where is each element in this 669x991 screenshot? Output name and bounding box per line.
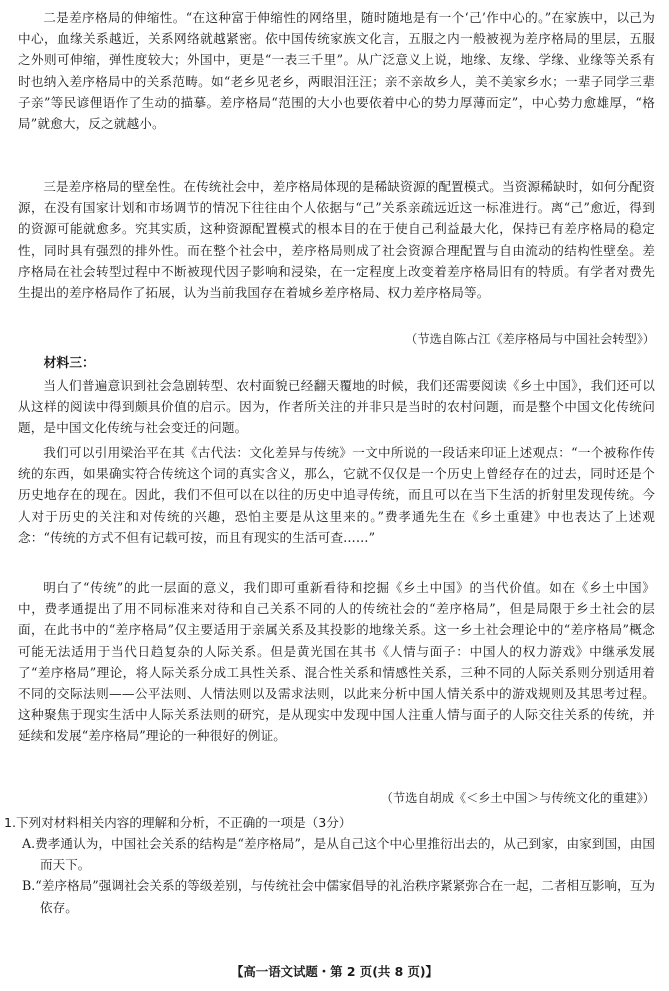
page-footer: 【高一语文试题・第 2 页(共 8 页)】 [231,964,438,979]
answer-option-b[interactable]: B.“差序格局”强调社会关系的等级差别，与传统社会中儒家倡导的礼治秩序紧紧弥合在一起，二者相互影响，互为依存。 [22,878,655,915]
passage-para-3-block [18,176,655,303]
answer-option-a[interactable]: A.费孝通认为，中国社会关系的结构是“差序格局”，是从自己这个中心里推衍出去的，从己到家，由家到国，由国而天下。 [22,836,655,873]
material-heading: 材料三： [43,356,95,371]
material-3-source-block [18,788,655,809]
question-stem: 1.下列对材料相关内容的理解和分析，不正确的一项是（3分） [4,815,352,830]
material-paragraph: 当人们普遍意识到社会急剧转型、农村面貌已经翻天覆地的时候，我们还需要阅读《乡土中国》，我们还可以从这样的阅读中得到颇具价值的启示。因为，作者所关注的并非只是当时的农村问题，而是整个中国文化传统问题，是中国文化传统与社会变迁的问题。 [18,378,655,436]
source-citation-block [18,329,655,350]
material-paragraph: 明白了“传统”的此一层面的意义，我们即可重新看待和挖掘《乡土中国》的当代价值。如在《乡土中国》中，费孝通提出了用不同标准来对待和自己关系不同的人的传统社会的“差序格局”，但是局限于乡土社会的层面，在此书中的“差序格局”仅主要适用于亲属关系及其投影的地缘关系。这一乡土社会理论中的“差序格局”概念可能无法适用于当代日趋复杂的人际关系。但是黄光国在其书《人情与面子：中国人的权力游戏》中继承发展了“差序格局”理论，将人际关系分成工具性关系、混合性关系和情感性关系，三种不同的人际关系则分别适用着不同的交际法则——公平法则、人情法则以及需求法则，以此来分析中国人情关系中的游戏规则及其思考过程。这种聚焦于现实生活中人际关系法则的研究，是从现实中发现中国人注重人情与面子的人际交往关系的传统，并延续和发展“差序格局”理论的一种很好的例证。 [18,580,655,744]
material-3-para-3-block [18,577,655,747]
source-citation: （节选自陈占江《差序格局与中国社会转型》） [405,332,655,346]
material-3-para-2-block [18,442,655,548]
passage-paragraph: 二是差序格局的伸缩性。“在这种富于伸缩性的网络里，随时随地是有一个‘己’作中心的。”在家族中，以己为中心，血缘关系越近，关系网络就越紧密。依中国传统家族文化言，五服之内一般被视为差序格局的里层，五服之外则可伸缩，弹性度较大；外国中，更是“一表三千里”。从广泛意义上说，地缘、友缘、学缘、业缘等关系有时也纳入差序格局中的关系范畴。如“老乡见老乡，两眼泪汪汪；亲不亲故乡人，美不美家乡水；一辈子同学三辈子亲”等民谚俚语作了生动的描摹。差序格局“范围的大小也要依着中心的势力厚薄而定”，中心势力愈雄厚，“格局”就愈大，反之就越小。 [18,10,655,132]
question-1-block [4,812,655,918]
source-citation: （节选自胡成《＜乡土中国＞与传统文化的重建》） [380,791,655,805]
material-paragraph: 我们可以引用梁治平在其《古代法：文化差异与传统》一文中所说的一段话来印证上述观点：“一个被称作传统的东西，如果确实符合传统这个词的真实含义，那么，它就不仅仅是一个历史上曾经存在的过去，同时还是个历史地存在的现在。因此，我们不但可以在以往的历史中追寻传统，而且可以在当下生活的折射里发现传统。今人对于历史的关注和对传统的兴趣，恐怕主要是从这里来的。”费孝通先生在《乡土重建》中也表达了上述观念：“传统的方式不但有记载可按，而且有现实的生活可查……” [18,445,655,545]
passage-para-2-block [18,7,655,134]
material-3-heading-block [18,353,655,374]
passage-paragraph: 三是差序格局的壁垒性。在传统社会中，差序格局体现的是稀缺资源的配置模式。当资源稀缺时，如何分配资源，在没有国家计划和市场调节的情况下往往由个人依据与“己”关系亲疏远近这一标准进行。离“己”愈近，得到的资源可能就愈多。究其实质，这种资源配置模式的根本目的在于使自己利益最大化，保持已有差序格局的稳定性，同时具有强烈的排外性。而在整个社会中，差序格局则成了社会资源合理配置与自由流动的结构性壁垒。差序格局在社会转型过程中不断被现代因子影响和浸染，在一定程度上改变着差序格局旧有的特质。有学者对费先生提出的差序格局作了拓展，认为当前我国存在着城乡差序格局、权力差序格局等。 [18,179,655,301]
material-3-para-1-block [18,375,655,439]
